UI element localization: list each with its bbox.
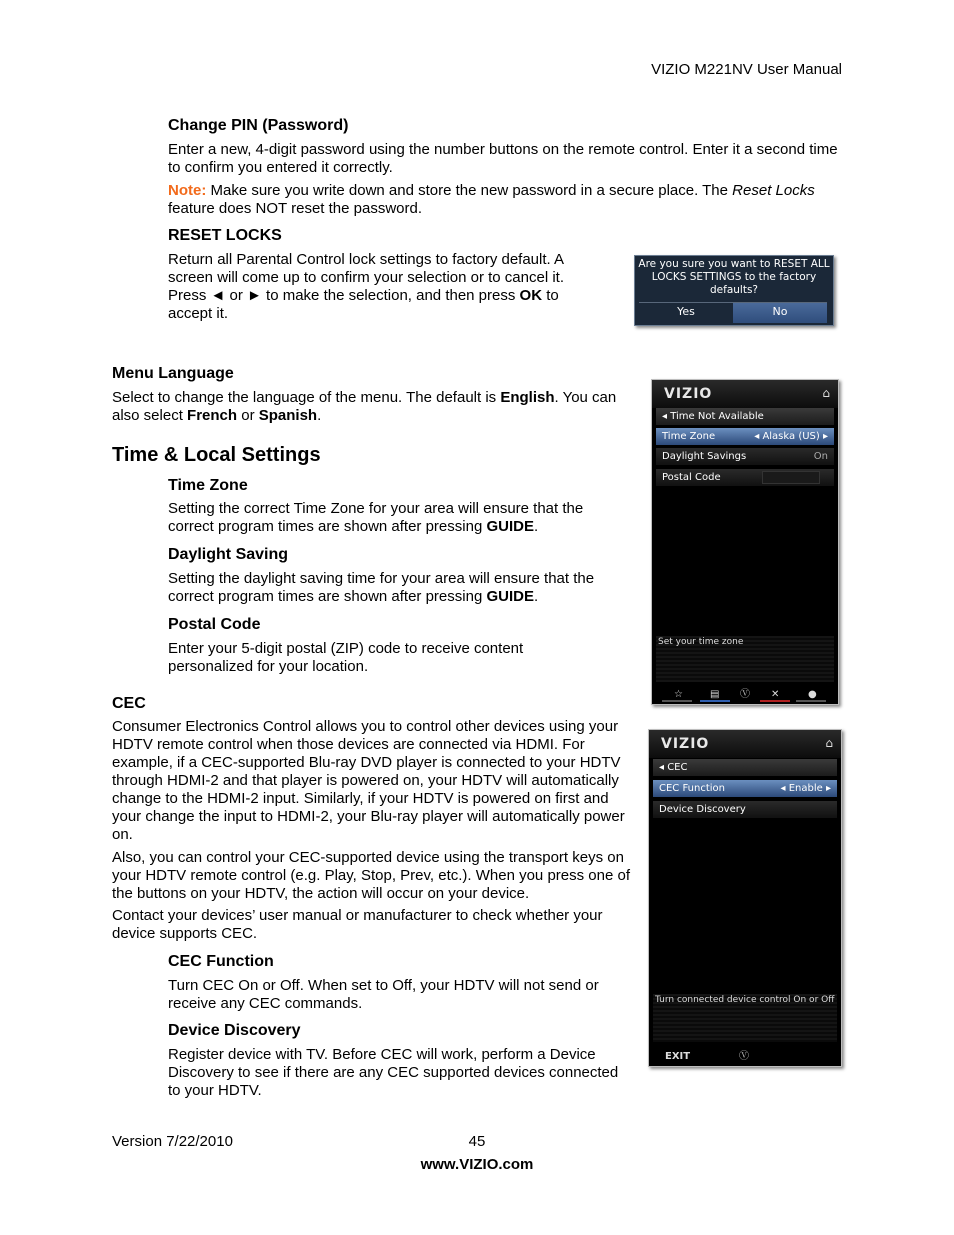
reset-locks-text-2: to accept it. bbox=[168, 287, 559, 322]
menu-language-heading: Menu Language bbox=[112, 365, 234, 382]
menu-header-label: Time Not Available bbox=[670, 411, 764, 422]
time-zone-value: Alaska (US) bbox=[762, 431, 820, 442]
cec-function-value: Enable bbox=[788, 783, 823, 794]
period: . bbox=[533, 518, 539, 535]
menu-header-label: CEC bbox=[667, 762, 688, 773]
star-icon[interactable]: ☆ bbox=[674, 689, 683, 700]
cec-heading: CEC bbox=[112, 695, 146, 712]
row-value: On bbox=[813, 451, 828, 462]
menu-top-bar bbox=[649, 730, 841, 758]
home-icon[interactable]: ⌂ bbox=[825, 736, 833, 750]
daylight-savings-row[interactable] bbox=[656, 448, 834, 465]
cec-paragraph-1: Consumer Electronics Control allows you to control other devices using your HDTV remote control when those devices are connected via HDMI. For example, if a CEC-supported Blu-ray DVD player is connected to your HDTV through HDMI-2 and that player is powered on, your HDTV will automatically change to the HDMI-2 input. Similarly, if your HDTV is powered on first and your change the input to HDMI-2, your Blu-ray player will automatically power on. bbox=[112, 718, 625, 843]
change-pin-note bbox=[168, 182, 846, 218]
vizio-v-icon[interactable]: Ⓥ bbox=[740, 689, 750, 700]
period: . bbox=[533, 588, 539, 605]
no-button[interactable]: No bbox=[733, 303, 827, 323]
menu-language-text-3: or bbox=[237, 407, 259, 424]
row-value: ◂ Alaska (US) ▸ bbox=[754, 431, 828, 442]
postal-code-row[interactable] bbox=[656, 469, 834, 486]
time-zone-body bbox=[168, 500, 618, 536]
note-italic: Reset Locks bbox=[732, 182, 815, 199]
back-arrow-icon[interactable]: ◂ bbox=[659, 762, 668, 773]
home-icon[interactable]: ⌂ bbox=[822, 386, 830, 400]
time-local-heading: Time & Local Settings bbox=[112, 444, 321, 466]
note-text-2: feature does NOT reset the password. bbox=[168, 200, 423, 217]
record-underline bbox=[796, 700, 826, 702]
vizio-logo: VIZIO bbox=[664, 386, 713, 402]
star-underline bbox=[662, 700, 692, 702]
daylight-body bbox=[168, 570, 618, 606]
postal-heading: Postal Code bbox=[168, 616, 261, 633]
row-value: ◂ Enable ▸ bbox=[780, 783, 831, 794]
reset-question: Are you sure you want to RESET ALL LOCKS SETTINGS to the factory defaults? bbox=[638, 258, 830, 296]
row-label: Daylight Savings bbox=[662, 451, 747, 462]
menu-bottom-bar bbox=[649, 1044, 841, 1066]
website-link[interactable]: www.VIZIO.com bbox=[420, 1156, 534, 1173]
close-icon[interactable]: ✕ bbox=[771, 689, 780, 700]
vizio-logo: VIZIO bbox=[661, 736, 710, 752]
menu-language-body bbox=[112, 389, 622, 425]
reset-confirm-dialog bbox=[634, 255, 834, 326]
exit-button[interactable]: EXIT bbox=[665, 1051, 691, 1062]
english-bold: English bbox=[500, 389, 555, 406]
menu-language-text-4: . bbox=[317, 407, 322, 424]
close-underline bbox=[760, 700, 790, 702]
menu-top-bar bbox=[652, 380, 838, 408]
change-pin-body: Enter a new, 4-digit password using the number buttons on the remote control. Enter it a second time to confirm you entered it correctly. bbox=[168, 141, 838, 176]
row-label: Postal Code bbox=[662, 472, 721, 483]
help-text: Turn connected device control On or Off bbox=[653, 994, 837, 1042]
device-discovery-body: Register device with TV. Before CEC will work, perform a Device Discovery to see if there are any CEC supported devices connected to your HDTV. bbox=[168, 1046, 619, 1099]
reset-locks-heading: RESET LOCKS bbox=[168, 227, 282, 244]
note-text-1: Make sure you write down and store the new password in a secure place. The bbox=[206, 182, 733, 199]
menu-language-text-2: . You can also select bbox=[112, 389, 617, 424]
dialog-buttons bbox=[639, 302, 827, 323]
row-label: Time Zone bbox=[662, 431, 716, 442]
daylight-text: Setting the daylight saving time for your area will ensure that the correct program times are shown after pressing bbox=[168, 570, 595, 605]
help-text: Set your time zone bbox=[656, 636, 834, 684]
row-label: Device Discovery bbox=[659, 804, 746, 815]
page-number: 45 bbox=[468, 1133, 486, 1150]
cec-function-row[interactable] bbox=[653, 780, 837, 797]
menu-header-row[interactable] bbox=[653, 759, 837, 776]
daylight-heading: Daylight Saving bbox=[168, 546, 289, 563]
row-label: CEC Function bbox=[659, 783, 725, 794]
french-bold: French bbox=[187, 407, 238, 424]
cec-paragraph-3: Contact your devices’ user manual or manufacturer to check whether your device supports CEC. bbox=[112, 907, 603, 942]
vizio-v-icon[interactable]: Ⓥ bbox=[739, 1051, 749, 1062]
ok-key: OK bbox=[519, 287, 543, 304]
menu-bottom-bar bbox=[652, 682, 838, 704]
note-label: Note: bbox=[168, 182, 207, 199]
device-discovery-row[interactable] bbox=[653, 801, 837, 818]
cec-function-heading: CEC Function bbox=[168, 953, 274, 970]
spanish-bold: Spanish bbox=[258, 407, 318, 424]
time-zone-row[interactable] bbox=[656, 428, 834, 445]
postal-body: Enter your 5-digit postal (ZIP) code to receive content personalized for your location. bbox=[168, 640, 524, 675]
guide-icon[interactable]: ▤ bbox=[710, 689, 720, 700]
guide-bold: GUIDE bbox=[486, 518, 534, 535]
cec-function-body: Turn CEC On or Off. When set to Off, your HDTV will not send or receive any CEC commands. bbox=[168, 977, 599, 1012]
device-discovery-heading: Device Discovery bbox=[168, 1022, 301, 1039]
tv-time-menu bbox=[651, 379, 839, 705]
record-icon[interactable]: ● bbox=[808, 689, 817, 700]
menu-header-row[interactable] bbox=[656, 408, 834, 425]
cec-paragraph-2: Also, you can control your CEC-supported device using the transport keys on your HDTV remote control (e.g. Play, Stop, Prev, etc.). When you press one of the buttons on your HDTV, the action will occur on your device. bbox=[112, 849, 630, 902]
postal-code-field[interactable] bbox=[762, 471, 820, 484]
reset-locks-text-1: Return all Parental Control lock settings to factory default. A screen will come up to confirm your selection or to cancel it. Press ◄ or ► to make the selection, and then press bbox=[168, 251, 564, 304]
manual-title: VIZIO M221NV User Manual bbox=[651, 61, 842, 78]
tv-cec-menu bbox=[648, 729, 842, 1067]
menu-language-text-1: Select to change the language of the menu. The default is bbox=[112, 389, 501, 406]
guide-underline bbox=[700, 700, 730, 702]
reset-locks-body bbox=[168, 251, 598, 323]
yes-button[interactable]: Yes bbox=[677, 305, 695, 318]
time-zone-text: Setting the correct Time Zone for your area will ensure that the correct program times are shown after pressing bbox=[168, 500, 584, 535]
change-pin-heading: Change PIN (Password) bbox=[168, 117, 349, 134]
guide-bold: GUIDE bbox=[486, 588, 534, 605]
version-text: Version 7/22/2010 bbox=[112, 1133, 233, 1150]
time-zone-heading: Time Zone bbox=[168, 477, 248, 494]
back-arrow-icon[interactable]: ◂ bbox=[662, 411, 671, 422]
